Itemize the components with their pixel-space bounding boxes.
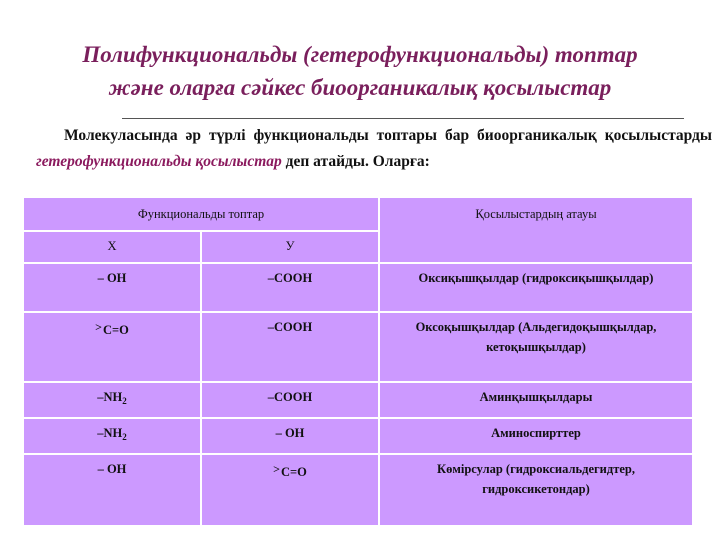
header-col-y: У — [201, 231, 379, 263]
cell-x — [23, 418, 201, 454]
bond-arrow-icon: ˃ — [95, 320, 102, 334]
intro-paragraph — [36, 123, 712, 175]
table-row — [23, 454, 693, 526]
cell-y-text: С=О — [280, 465, 307, 479]
intro-text-2: деп атайды. Оларға: — [281, 153, 430, 170]
cell-x-text: С=О — [102, 323, 129, 337]
header-functional-groups: Функциональды топтар — [23, 197, 379, 231]
cell-y: – ОН — [201, 418, 379, 454]
cell-x-base: –NH — [97, 390, 123, 404]
cell-name: Аминқышқылдары — [379, 382, 693, 418]
cell-x-sub: 2 — [122, 396, 127, 406]
cell-y: –СООН — [201, 312, 379, 382]
title-divider — [122, 118, 684, 119]
slide-title — [20, 38, 700, 104]
cell-name: Оксоқышқылдар (Альдегидоқышқылдар, кетоқышқылдар) — [379, 312, 693, 382]
table-row — [23, 263, 693, 312]
cell-x: – ОН — [23, 263, 201, 312]
cell-x: – ОН — [23, 454, 201, 526]
intro-text-1: Молекуласында әр түрлі функциональды топтары бар биоорганикалық қосылыстарды — [64, 127, 712, 144]
bond-arrow-icon: ˃ — [273, 462, 280, 476]
functional-groups-table — [22, 196, 694, 527]
cell-y: –СООН — [201, 263, 379, 312]
cell-y: –СООН — [201, 382, 379, 418]
cell-name: Оксиқышқылдар (гидроксиқышқылдар) — [379, 263, 693, 312]
cell-name: Көмірсулар (гидроксиальдегидтер, гидроксикетондар) — [379, 454, 693, 526]
cell-x-base: –NH — [97, 426, 123, 440]
cell-x — [23, 382, 201, 418]
table-row — [23, 382, 693, 418]
table-header-row — [23, 197, 693, 231]
title-line-1: Полифункциональды (гетерофункциональды) топтар — [82, 42, 638, 67]
header-col-x: Х — [23, 231, 201, 263]
table-row — [23, 312, 693, 382]
title-line-2: және оларға сәйкес биоорганикалық қосылыстар — [108, 75, 612, 100]
intro-term: гетерофункциональды қосылыстар — [36, 153, 282, 170]
header-compound-names: Қосылыстардың атауы — [379, 197, 693, 263]
table-row — [23, 418, 693, 454]
cell-y — [201, 454, 379, 526]
cell-name: Аминоспирттер — [379, 418, 693, 454]
cell-x-sub: 2 — [122, 432, 127, 442]
cell-x — [23, 312, 201, 382]
